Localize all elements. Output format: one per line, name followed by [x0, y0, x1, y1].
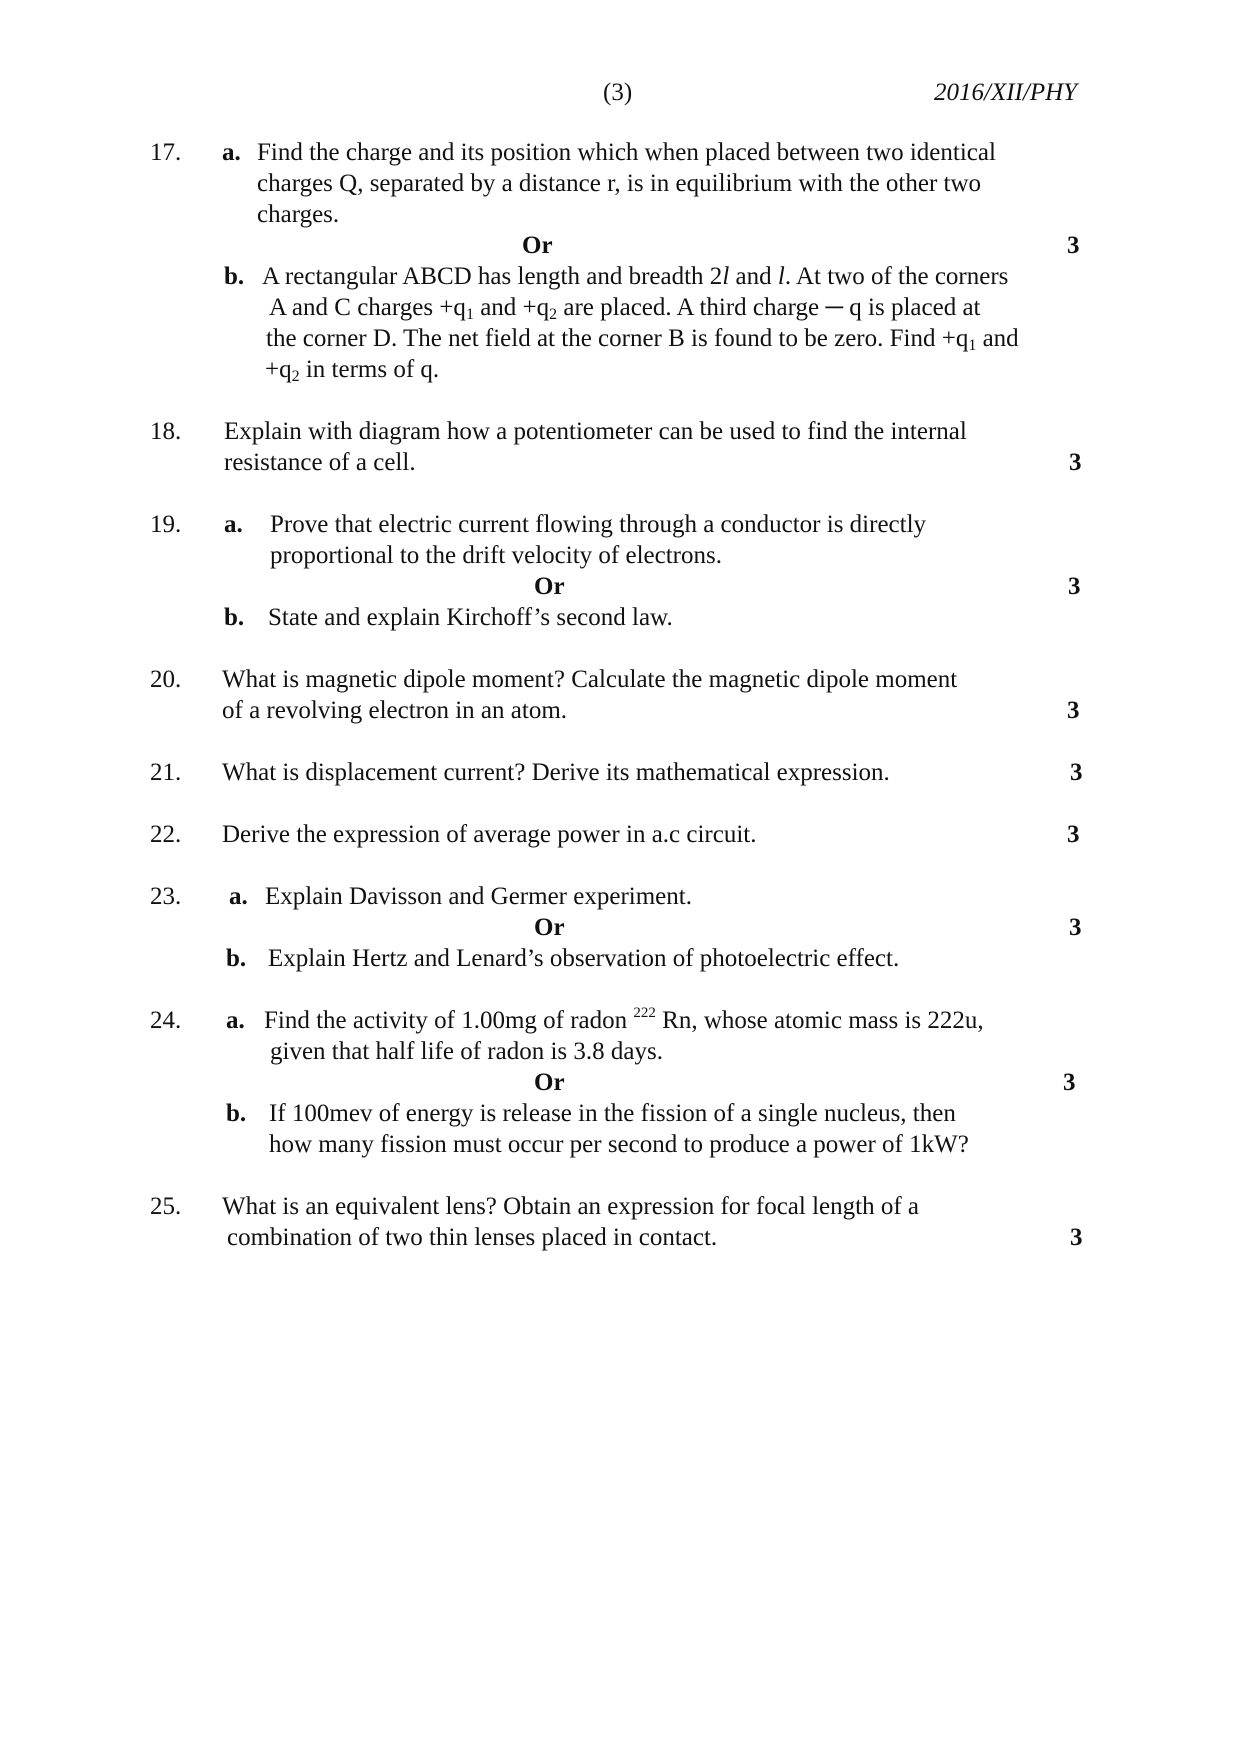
- q20-line-1: What is magnetic dipole moment? Calculate the magnetic dipole moment: [222, 666, 958, 693]
- option-a-label: a.: [226, 1007, 245, 1034]
- q23-a-line-1: Explain Davisson and Germer experiment.: [265, 883, 692, 910]
- q24-b-line-1: If 100mev of energy is release in the fission of a single nucleus, then: [269, 1100, 956, 1127]
- question-number: 24.: [150, 1007, 182, 1034]
- option-a-label: a.: [222, 139, 241, 166]
- q24-a-line-1: [264, 1005, 984, 1034]
- length-symbol: l: [722, 263, 730, 290]
- q17-a-line-2: charges Q, separated by a distance r, is in equilibrium with the other two: [257, 170, 982, 197]
- question-number: 18.: [150, 418, 182, 445]
- marks: 3: [1067, 821, 1080, 848]
- text-segment: . At two of the corners: [784, 263, 1009, 290]
- marks: 3: [1069, 914, 1082, 941]
- question-number: 20.: [150, 666, 182, 693]
- question-number: 23.: [150, 883, 182, 910]
- q21-line-1: What is displacement current? Derive its mathematical expression.: [222, 759, 890, 786]
- mass-number-superscript: 222: [633, 1005, 656, 1021]
- or-separator: Or: [522, 232, 553, 259]
- q17-a-line-1: Find the charge and its position which when placed between two identical: [257, 139, 996, 166]
- q19-a-line-2: proportional to the drift velocity of electrons.: [270, 542, 722, 569]
- marks: 3: [1067, 697, 1080, 724]
- q18-line-1: Explain with diagram how a potentiometer can be used to find the internal: [224, 418, 967, 445]
- page-number: (3): [603, 79, 633, 106]
- question-number: 22.: [150, 821, 182, 848]
- q17-b-line-1: [262, 264, 1008, 289]
- marks: 3: [1070, 759, 1083, 786]
- marks: 3: [1063, 1069, 1076, 1096]
- subscript: 1: [968, 337, 977, 354]
- option-a-label: a.: [229, 883, 248, 910]
- question-number: 21.: [150, 759, 182, 786]
- q22-line-1: Derive the expression of average power in a.c circuit.: [222, 821, 757, 848]
- q24-a-line-2: given that half life of radon is 3.8 days.: [270, 1038, 663, 1065]
- q25-line-2: combination of two thin lenses placed in contact.: [227, 1224, 718, 1251]
- text-segment: +q: [265, 356, 292, 383]
- text-segment: and: [729, 263, 778, 290]
- q17-a-line-3: charges.: [257, 201, 340, 228]
- paper-code: 2016/XII/PHY: [934, 79, 1078, 106]
- question-number: 25.: [150, 1193, 182, 1220]
- subscript: 2: [549, 306, 558, 323]
- option-a-label: a.: [224, 511, 243, 538]
- question-number: 19.: [150, 511, 182, 538]
- q17-b-line-2: [269, 294, 981, 323]
- option-b-label: b.: [224, 263, 245, 290]
- question-number: 17.: [150, 139, 182, 166]
- q19-a-line-1: Prove that electric current flowing through a conductor is directly: [270, 511, 927, 538]
- text-segment: Rn, whose atomic mass is 222u,: [655, 1007, 984, 1034]
- or-separator: Or: [534, 573, 565, 600]
- q19-b-line-1: State and explain Kirchoff’s second law.: [268, 604, 673, 631]
- q18-line-2: resistance of a cell.: [224, 449, 416, 476]
- text-segment: A and C charges +q: [269, 294, 466, 321]
- or-separator: Or: [534, 1069, 565, 1096]
- text-segment: and: [976, 325, 1019, 352]
- q23-b-line-1: Explain Hertz and Lenard’s observation of photoelectric effect.: [268, 945, 900, 972]
- subscript: 1: [465, 306, 474, 323]
- text-segment: are placed. A third charge ─ q is placed at: [557, 294, 981, 321]
- q17-b-line-3: [266, 325, 1019, 354]
- breadth-symbol: l: [777, 263, 785, 290]
- text-segment: the corner D. The net field at the corner B is found to be zero. Find +q: [266, 325, 969, 352]
- text-segment: Find the activity of 1.00mg of radon: [264, 1007, 634, 1034]
- option-b-label: b.: [226, 945, 247, 972]
- marks: 3: [1067, 232, 1080, 259]
- q20-line-2: of a revolving electron in an atom.: [222, 697, 568, 724]
- option-b-label: b.: [224, 604, 245, 631]
- or-separator: Or: [534, 914, 565, 941]
- option-b-label: b.: [226, 1100, 247, 1127]
- text-segment: in terms of q.: [299, 356, 440, 383]
- marks: 3: [1068, 573, 1081, 600]
- text-segment: A rectangular ABCD has length and breadth 2: [262, 263, 723, 290]
- marks: 3: [1069, 449, 1082, 476]
- q24-b-line-2: how many fission must occur per second to produce a power of 1kW?: [269, 1131, 969, 1158]
- text-segment: and +q: [473, 294, 550, 321]
- q25-line-1: What is an equivalent lens? Obtain an expression for focal length of a: [222, 1193, 919, 1220]
- q17-b-line-4: [265, 356, 440, 385]
- marks: 3: [1070, 1224, 1083, 1251]
- subscript: 2: [291, 368, 300, 385]
